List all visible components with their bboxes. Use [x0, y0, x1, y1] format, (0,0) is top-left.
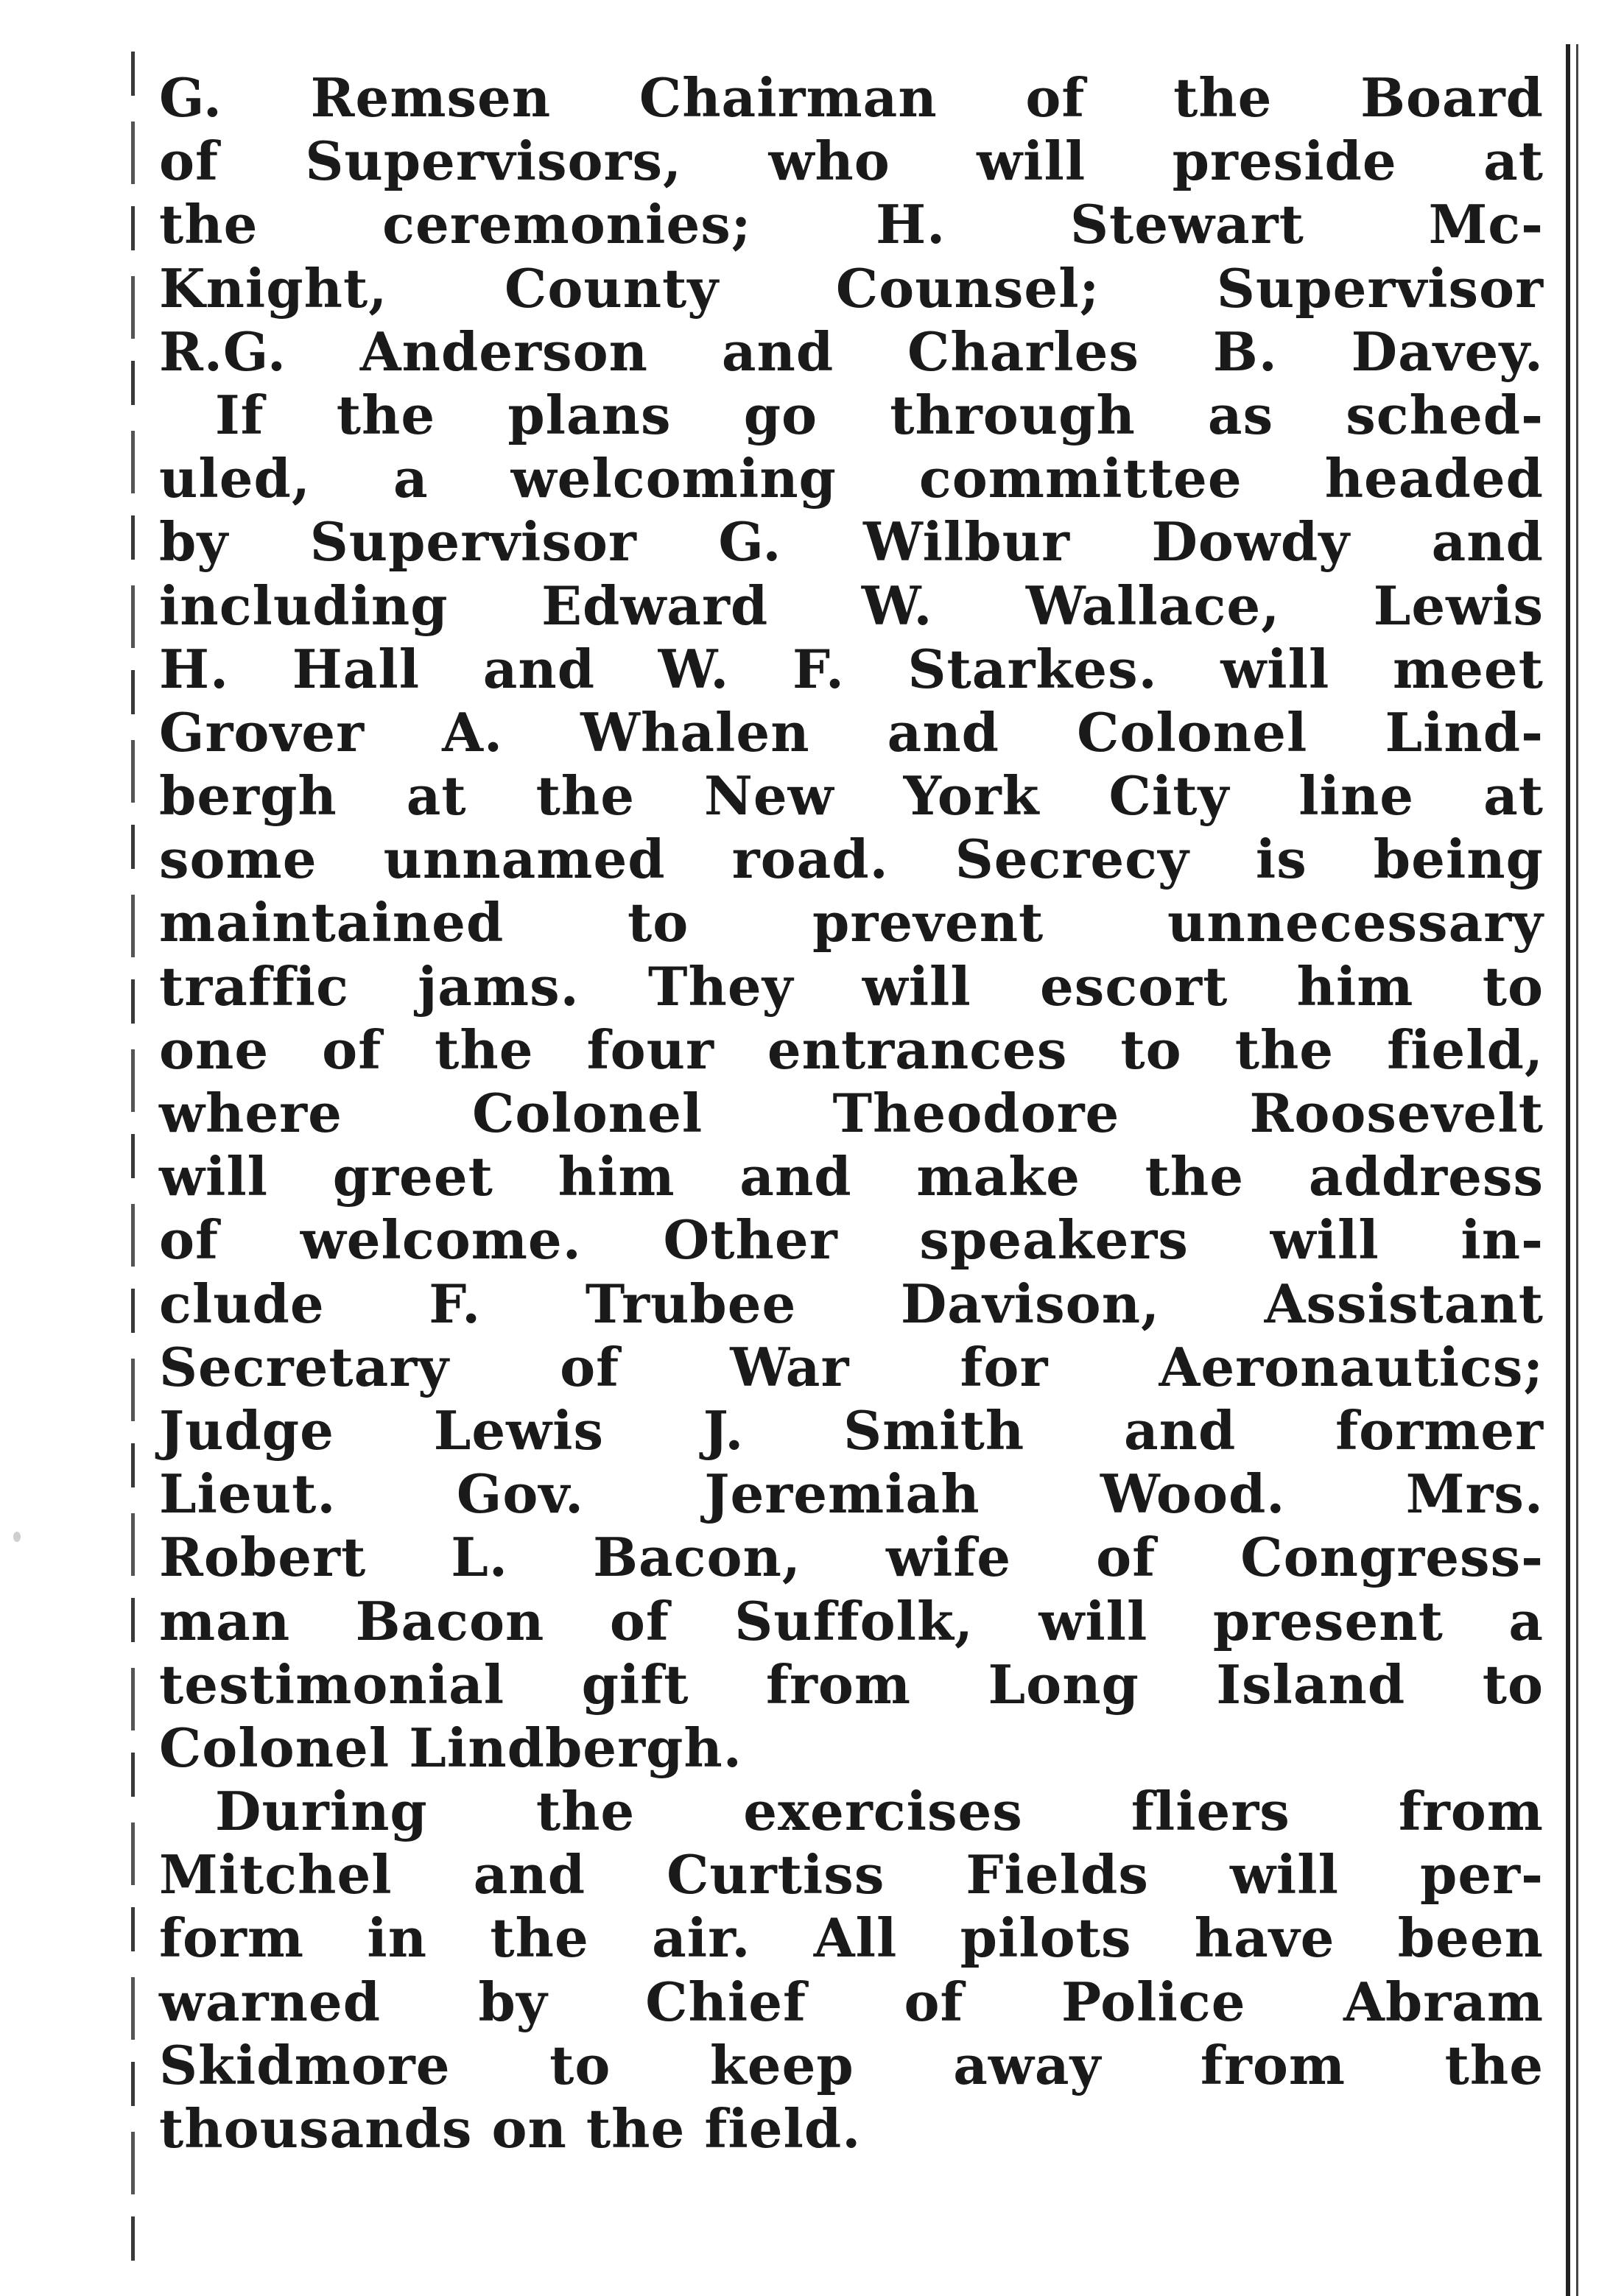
article-line: Colonel Lindbergh.	[159, 1716, 742, 1779]
article-line: some unnamed road. Secrecy is being	[159, 828, 1544, 891]
right-column-rule	[1566, 44, 1570, 2296]
article-line: bergh at the New York City line at	[159, 764, 1544, 828]
article-line: During the exercises fliers from	[215, 1780, 1544, 1843]
article-paragraph-1	[159, 66, 1544, 384]
article-line: clude F. Trubee Davison, Assistant	[159, 1272, 1544, 1335]
article-line: of welcome. Other speakers will in-	[159, 1208, 1544, 1272]
article-line: Secretary of War for Aeronautics;	[159, 1335, 1544, 1398]
left-column-rule	[131, 52, 135, 2275]
article-line: R.G. Anderson and Charles B. Davey.	[159, 320, 1544, 383]
article-line: Robert L. Bacon, wife of Congress-	[159, 1526, 1544, 1589]
article-line: G. Remsen Chairman of the Board	[159, 66, 1544, 129]
article-line: the ceremonies; H. Stewart Mc-	[159, 193, 1544, 256]
article-column	[159, 66, 1544, 2161]
article-line: one of the four entrances to the field,	[159, 1018, 1544, 1081]
article-line: including Edward W. Wallace, Lewis	[159, 574, 1544, 637]
article-line: form in the air. All pilots have been	[159, 1906, 1544, 1970]
article-line: man Bacon of Suffolk, will present a	[159, 1589, 1544, 1652]
article-line: Grover A. Whalen and Colonel Lind-	[159, 700, 1544, 764]
article-line: H. Hall and W. F. Starkes. will meet	[159, 637, 1544, 700]
article-line: where Colonel Theodore Roosevelt	[159, 1082, 1544, 1144]
article-line: Knight, County Counsel; Supervisor	[159, 256, 1544, 320]
right-column-rule-inner	[1576, 44, 1578, 2296]
article-line: of Supervisors, who will preside at	[159, 130, 1544, 193]
article-line: thousands on the field.	[159, 2097, 862, 2160]
article-line: will greet him and make the address	[159, 1145, 1544, 1208]
article-line: Mitchel and Curtiss Fields will per-	[159, 1843, 1544, 1906]
article-line: If the plans go through as sched-	[215, 383, 1544, 446]
article-line: Skidmore to keep away from the	[159, 2033, 1544, 2096]
article-line: Lieut. Gov. Jeremiah Wood. Mrs.	[159, 1462, 1544, 1526]
article-paragraph-3	[159, 1780, 1544, 2161]
article-line: by Supervisor G. Wilbur Dowdy and	[159, 510, 1544, 574]
article-line: maintained to prevent unnecessary	[159, 891, 1544, 954]
article-line: testimonial gift from Long Island to	[159, 1652, 1544, 1716]
article-line: uled, a welcoming committee headed	[159, 447, 1544, 510]
article-line: warned by Chief of Police Abram	[159, 1970, 1544, 2033]
scan-speck	[13, 1532, 21, 1542]
article-line: Judge Lewis J. Smith and former	[159, 1398, 1544, 1462]
article-paragraph-2	[159, 384, 1544, 1780]
article-line: traffic jams. They will escort him to	[159, 954, 1544, 1018]
